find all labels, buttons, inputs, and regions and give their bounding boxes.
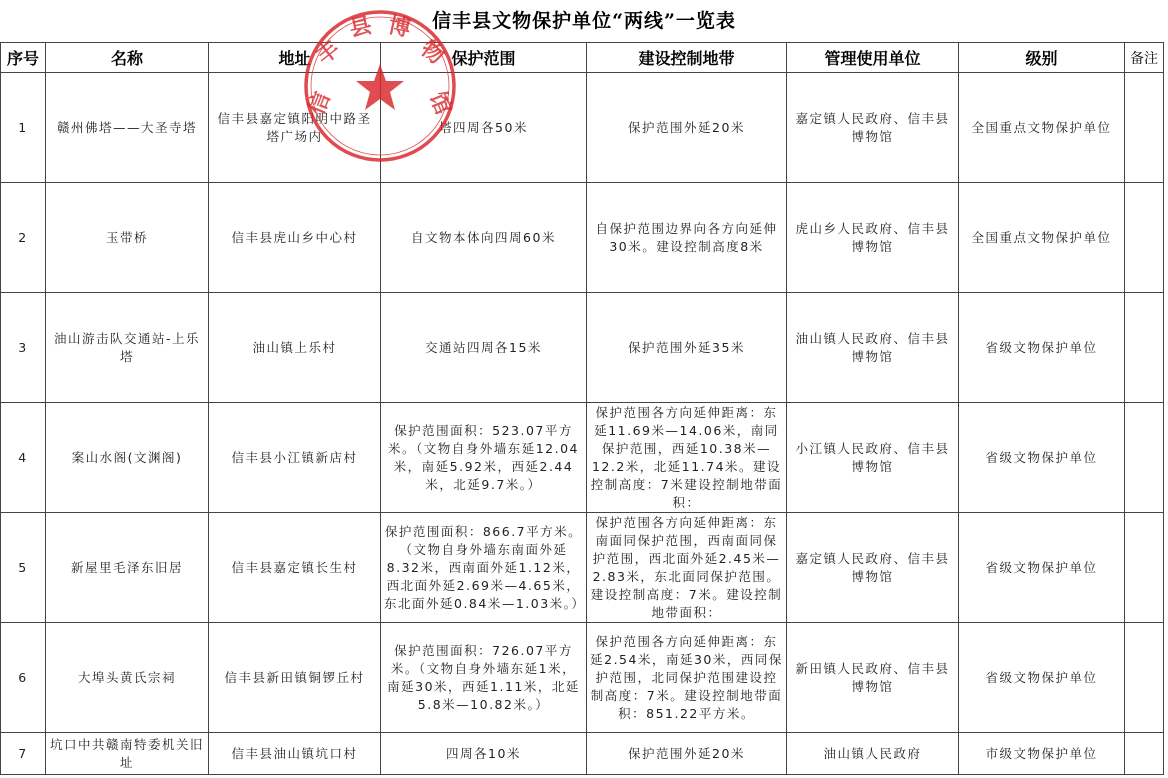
cell-index: 6 (1, 623, 46, 733)
cell-level: 省级文物保护单位 (959, 513, 1125, 623)
cell-note (1125, 513, 1164, 623)
heritage-table (0, 42, 1164, 775)
cell-level: 全国重点文物保护单位 (959, 183, 1125, 293)
cell-control: 保护范围各方向延伸距离：东延11.69米—14.06米，南同保护范围，西延10.38米—12.2米，北延11.74米。建设控制高度：7米建设控制地带面积： (587, 403, 787, 513)
header-level: 级别 (959, 43, 1125, 73)
cell-address: 信丰县嘉定镇阳明中路圣塔广场内 (209, 73, 381, 183)
cell-address: 信丰县虎山乡中心村 (209, 183, 381, 293)
cell-manager: 嘉定镇人民政府、信丰县博物馆 (787, 513, 959, 623)
cell-control: 保护范围外延20米 (587, 733, 787, 775)
cell-manager: 油山镇人民政府、信丰县博物馆 (787, 293, 959, 403)
header-protect: 保护范围 (381, 43, 587, 73)
cell-level: 省级文物保护单位 (959, 293, 1125, 403)
cell-name: 玉带桥 (46, 183, 209, 293)
cell-name: 大埠头黄氏宗祠 (46, 623, 209, 733)
header-control: 建设控制地带 (587, 43, 787, 73)
cell-address: 信丰县新田镇铜锣丘村 (209, 623, 381, 733)
cell-control: 保护范围各方向延伸距离：东延2.54米，南延30米，西同保护范围，北同保护范围建设控制高度：7米。建设控制地带面积：851.22平方米。 (587, 623, 787, 733)
seal-char: 物 (415, 35, 449, 70)
cell-note (1125, 293, 1164, 403)
seal-char: 信 (303, 88, 336, 119)
cell-note (1125, 733, 1164, 775)
cell-name: 新屋里毛泽东旧居 (46, 513, 209, 623)
cell-protect: 保护范围面积：726.07平方米。（文物自身外墙东延1米，南延30米，西延1.11米，北延5.8米—10.82米。） (381, 623, 587, 733)
table-row (1, 293, 1164, 403)
cell-address: 信丰县小江镇新店村 (209, 403, 381, 513)
cell-control: 保护范围外延20米 (587, 73, 787, 183)
cell-manager: 油山镇人民政府 (787, 733, 959, 775)
table-row (1, 623, 1164, 733)
header-row (1, 43, 1164, 73)
cell-index: 1 (1, 73, 46, 183)
table-row (1, 733, 1164, 775)
cell-note (1125, 73, 1164, 183)
cell-index: 4 (1, 403, 46, 513)
cell-protect: 塔四周各50米 (381, 73, 587, 183)
cell-index: 3 (1, 293, 46, 403)
cell-manager: 新田镇人民政府、信丰县博物馆 (787, 623, 959, 733)
page-title: 信丰县文物保护单位“两线”一览表 (432, 10, 736, 32)
cell-level: 省级文物保护单位 (959, 403, 1125, 513)
cell-manager: 小江镇人民政府、信丰县博物馆 (787, 403, 959, 513)
seal-char: 县 (347, 12, 375, 43)
cell-protect: 四周各10米 (381, 733, 587, 775)
cell-control: 保护范围外延35米 (587, 293, 787, 403)
cell-note (1125, 623, 1164, 733)
cell-name: 案山水阁(文渊阁) (46, 403, 209, 513)
cell-address: 信丰县嘉定镇长生村 (209, 513, 381, 623)
cell-name: 油山游击队交通站-上乐塔 (46, 293, 209, 403)
header-index: 序号 (1, 43, 46, 73)
cell-note (1125, 183, 1164, 293)
seal-char: 馆 (424, 88, 457, 119)
cell-control: 自保护范围边界向各方向延伸30米。建设控制高度8米 (587, 183, 787, 293)
cell-index: 7 (1, 733, 46, 775)
cell-level: 省级文物保护单位 (959, 623, 1125, 733)
table-row (1, 513, 1164, 623)
cell-protect: 交通站四周各15米 (381, 293, 587, 403)
cell-control: 保护范围各方向延伸距离：东南面同保护范围，西南面同保护范围，西北面外延2.45米—2.83米，东北面同保护范围。建设控制高度：7米。建设控制地带面积： (587, 513, 787, 623)
cell-manager: 虎山乡人民政府、信丰县博物馆 (787, 183, 959, 293)
cell-protect: 保护范围面积：866.7平方米。（文物自身外墙东南面外延8.32米，西南面外延1.12米，西北面外延2.69米—4.65米，东北面外延0.84米—1.03米。） (381, 513, 587, 623)
cell-protect: 保护范围面积：523.07平方米。（文物自身外墙东延12.04米，南延5.92米，西延2.44米，北延9.7米。） (381, 403, 587, 513)
cell-manager: 嘉定镇人民政府、信丰县博物馆 (787, 73, 959, 183)
table-row (1, 403, 1164, 513)
seal-char: 博 (385, 12, 413, 43)
table-row (1, 183, 1164, 293)
cell-index: 5 (1, 513, 46, 623)
cell-name: 坑口中共赣南特委机关旧址 (46, 733, 209, 775)
cell-address: 油山镇上乐村 (209, 293, 381, 403)
cell-protect: 自文物本体向四周60米 (381, 183, 587, 293)
table-row (1, 73, 1164, 183)
cell-index: 2 (1, 183, 46, 293)
cell-note (1125, 403, 1164, 513)
cell-address: 信丰县油山镇坑口村 (209, 733, 381, 775)
header-name: 名称 (46, 43, 209, 73)
header-manager: 管理使用单位 (787, 43, 959, 73)
header-note: 备注 (1125, 43, 1164, 73)
seal-char: 丰 (311, 35, 345, 70)
cell-level: 市级文物保护单位 (959, 733, 1125, 775)
header-address: 地址 (209, 43, 381, 73)
cell-name: 赣州佛塔——大圣寺塔 (46, 73, 209, 183)
cell-level: 全国重点文物保护单位 (959, 73, 1125, 183)
